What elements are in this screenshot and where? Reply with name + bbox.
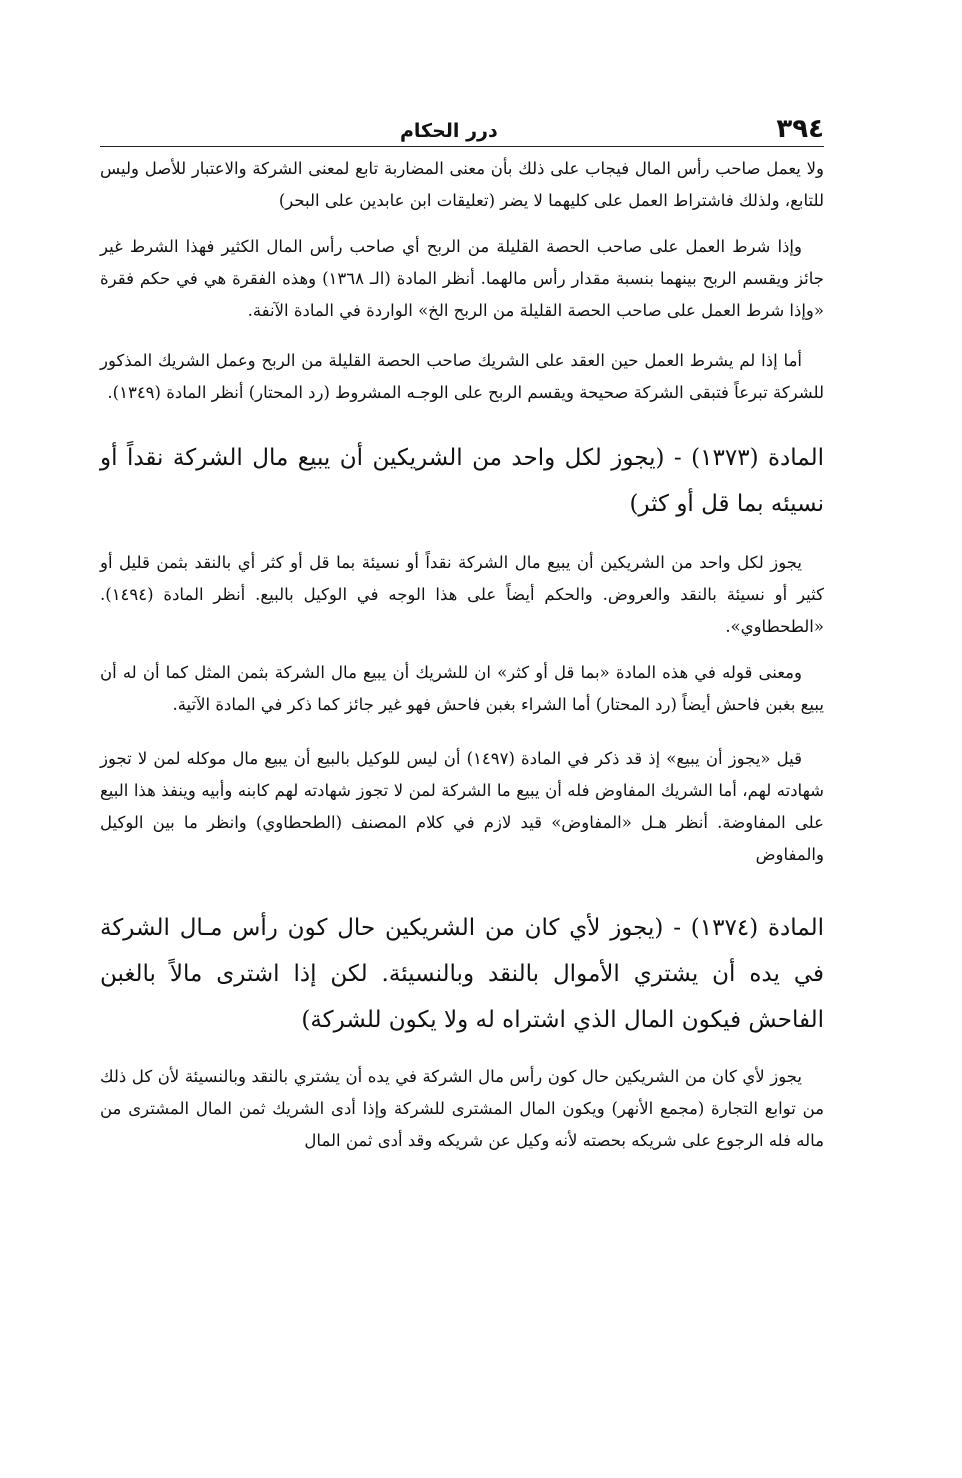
running-title: درر الحكام: [400, 120, 498, 142]
paragraph-2: وإذا شرط العمل على صاحب الحصة القليلة من الربح أي صاحب رأس المال الكثير فهذا الشرط غير جائز ويقسم الربح بينهما بنسبة مقدار رأس مالهما. أنظر المادة (الـ ١٣٦٨) وهذه الفقرة هي في حكم فقرة «وإذا شرط العمل على صاحب الحصة القليلة من الربح الخ» الواردة في المادة الآنفة.: [100, 237, 825, 320]
paragraph-7: يجوز لأي كان من الشريكين حال كون رأس مال الشركة في يده أن يشتري بالنقد وبالنسيئة لأن كل ذلك من توابع التجارة (مجمع الأنهر) ويكون المال المشترى للشركة وإذا أدى الشريك ثمن المال المشترى من ماله فله الرجوع على شريكه بحصته لأنه وكيل عن شريكه وقد أدى ثمن المال: [100, 1067, 824, 1150]
document-page: [100, 108, 824, 1157]
article-1374-heading: المادة (١٣٧٤) - (يجوز لأي كان من الشريكين حال كون رأس مـال الشركة في يده أن يشتري الأموال بالنقد وبالنسيئة. لكن إذا اشترى مالاً بالغبن الفاحش فيكون المال الذي اشتراه له ولا يكون للشركة): [100, 915, 825, 1033]
page-header: [100, 108, 824, 147]
page-number: ٣٩٤: [776, 114, 824, 144]
paragraph-1: ولا يعمل صاحب رأس المال فيجاب على ذلك بأن معنى المضاربة تابع لمعنى الشركة والاعتبار للأصل وليس للتابع، ولذلك فاشتراط العمل على كليهما لا يضر (تعليقات ابن عابدين على البحر): [100, 159, 824, 210]
paragraph-4: يجوز لكل واحد من الشريكين أن يبيع مال الشركة نقداً أو نسيئة بما قل أو كثر أي بالنقد بثمن قليل أو كثير أو نسيئة بالنقد والعروض. والحكم أيضاً على هذا الوجه في الوكيل بالبيع. أنظر المادة (١٤٩٤). «الطحطاوي».: [100, 553, 824, 636]
paragraph-6: قيل «يجوز أن يبيع» إذ قد ذكر في المادة (١٤٩٧) أن ليس للوكيل بالبيع أن يبيع مال موكله لمن لا تجوز شهادته لهم، أما الشريك المفاوض فله أن يبيع ما الشركة لمن لا تجوز شهادته لهم كابنه وأبيه وينفذ هذا البيع على المفاوضة. أنظر هـل «المفاوض» قيد لازم في كلام المصنف (الطحطاوي) وانظر ما بين الوكيل والمفاوض: [100, 749, 824, 864]
article-1373-heading: المادة (١٣٧٣) - (يجوز لكل واحد من الشريكين أن يبيع مال الشركة نقداً أو نسيئه بما قل أو كثر): [100, 445, 824, 517]
paragraph-3: أما إذا لم يشرط العمل حين العقد على الشريك صاحب الحصة القليلة من الربح وعمل الشريك المذكور للشركة تبرعاً فتبقى الشركة صحيحة ويقسم الربح على الوجـه المشروط (رد المحتار) أنظر المادة (١٣٤٩).: [100, 351, 824, 402]
paragraph-5: ومعنى قوله في هذه المادة «بما قل أو كثر» ان للشريك أن يبيع مال الشركة بثمن المثل كما أن له أن يبيع بغبن فاحش أيضاً (رد المحتار) أما الشراء بغبن فاحش فهو غير جائز كما ذكر في المادة الآتية.: [100, 663, 824, 714]
